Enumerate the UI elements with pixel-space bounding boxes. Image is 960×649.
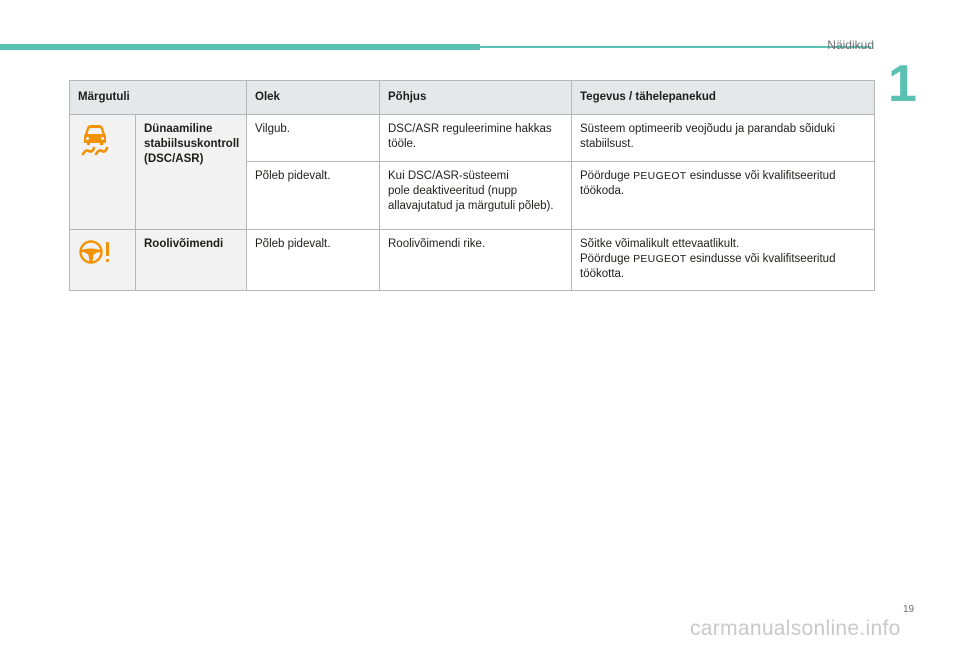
action-cell: Süsteem optimeerib veojõudu ja parandab sõiduki stabiilsust.	[572, 115, 875, 162]
table-row	[70, 230, 875, 291]
column-header-action: Tegevus / tähelepanekud	[572, 81, 875, 115]
cause-cell: DSC/ASR reguleerimine hakkas tööle.	[380, 115, 572, 162]
light-name-dsc: Dünaamiline stabiilsuskontroll (DSC/ASR)	[136, 115, 247, 230]
chapter-number: 1	[888, 55, 917, 113]
watermark: carmanualsonline.info	[690, 617, 901, 640]
icon-cell	[70, 230, 136, 291]
cause-cell: Roolivõimendi rike.	[380, 230, 572, 291]
section-title: Näidikud	[827, 38, 874, 52]
action-text: Sõitke võimalikult ettevaatlikult.	[580, 238, 740, 250]
header-accent-bar	[0, 44, 480, 50]
steering-wheel-warning-icon	[78, 258, 112, 270]
state-cell: Vilgub.	[247, 115, 380, 162]
icon-cell	[70, 115, 136, 230]
light-name-steering: Roolivõimendi	[136, 230, 247, 291]
action-text: Pöörduge	[580, 253, 634, 265]
skidding-car-icon	[78, 147, 112, 159]
state-cell: Põleb pidevalt.	[247, 230, 380, 291]
cause-line: pole deaktiveeritud (nupp allavajutatud ja märgutuli põleb).	[388, 185, 554, 212]
cause-cell	[380, 162, 572, 230]
action-cell	[572, 162, 875, 230]
table-header-row	[70, 81, 875, 115]
brand-name: PEUGEOT	[633, 253, 687, 265]
action-text: Pöörduge	[580, 170, 634, 182]
cause-line: Kui DSC/ASR-süsteemi	[388, 170, 509, 182]
table-row	[70, 115, 875, 162]
column-header-light: Märgutuli	[70, 81, 247, 115]
header-accent-line	[480, 46, 871, 48]
action-text: esindusse või kvalifitseeritud töökoda.	[580, 170, 836, 197]
column-header-state: Olek	[247, 81, 380, 115]
brand-name: PEUGEOT	[633, 170, 687, 182]
page-number: 19	[903, 604, 915, 615]
action-text: esindusse või kvalifitseeritud töökotta.	[580, 253, 836, 280]
state-cell: Põleb pidevalt.	[247, 162, 380, 230]
warning-lights-table	[69, 80, 875, 291]
action-cell	[572, 230, 875, 291]
column-header-cause: Põhjus	[380, 81, 572, 115]
